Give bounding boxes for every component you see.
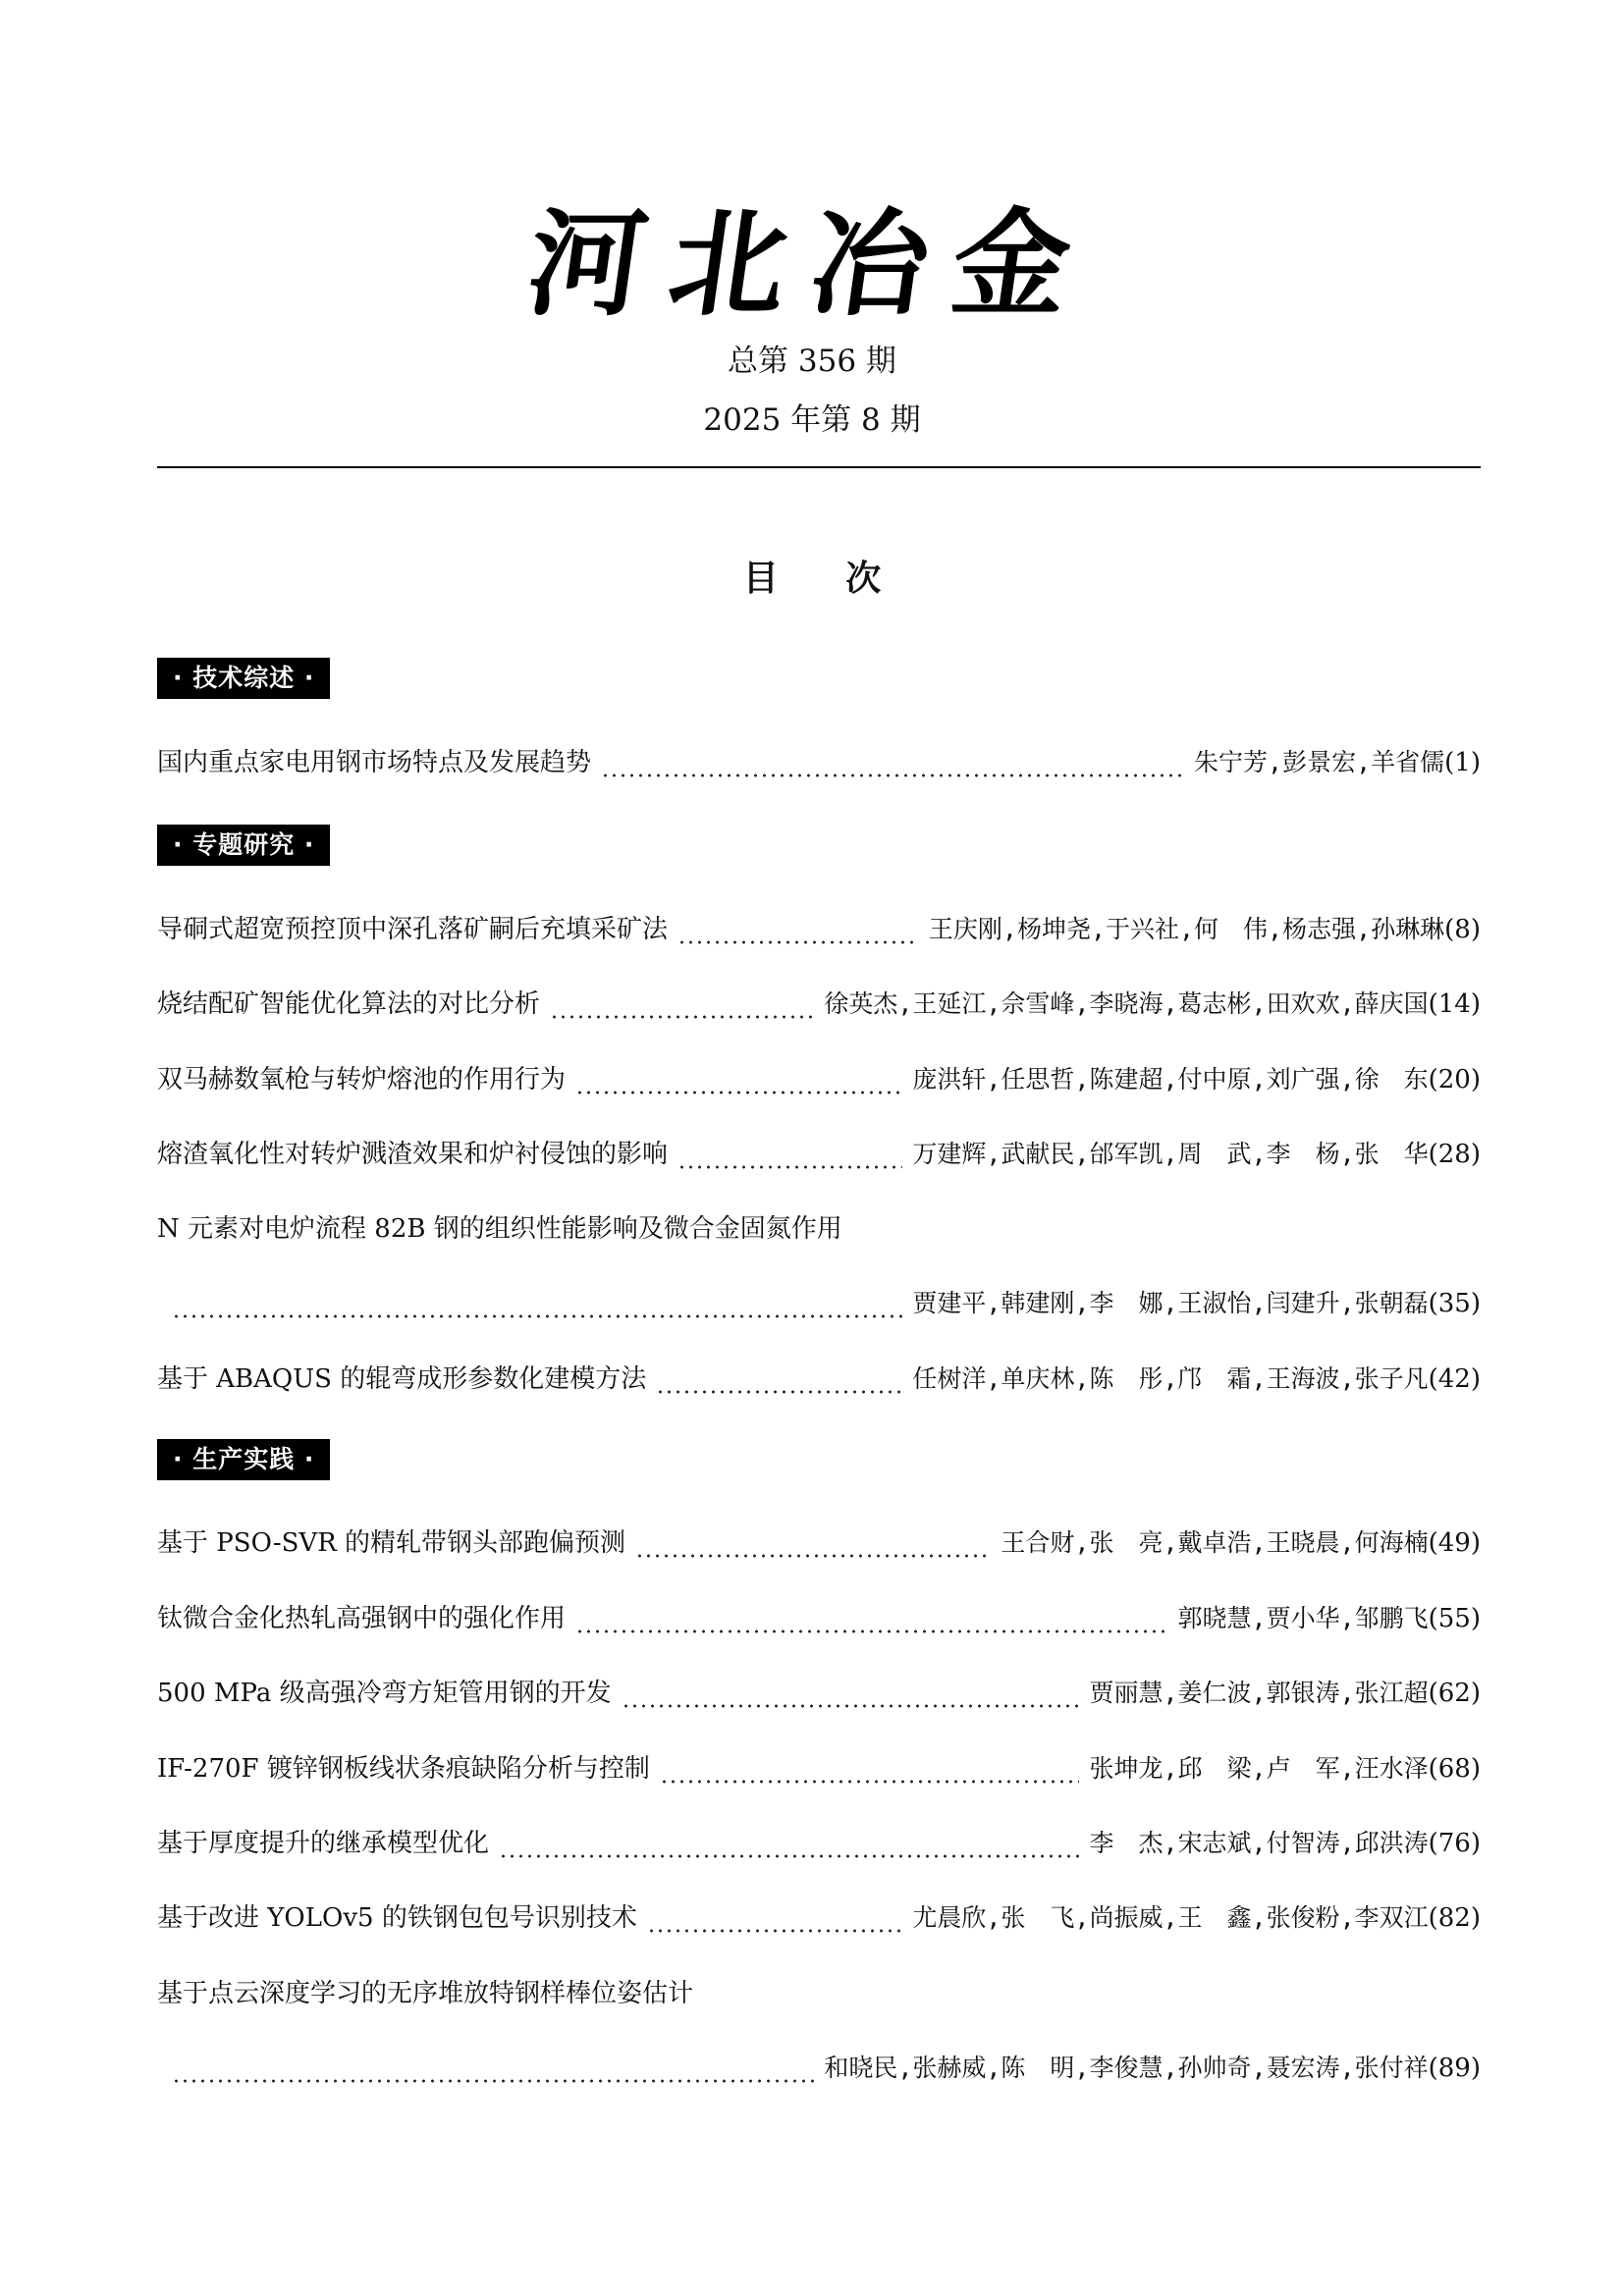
section-label-review: · 技术综述 ·: [157, 658, 330, 699]
toc-entry[interactable]: [157, 1058, 1481, 1101]
entry-authors: 和晓民,张赫威,陈 明,李俊慧,孙帅奇,聂宏涛,张付祥: [824, 2054, 1429, 2082]
entry-title: 基于 PSO-SVR 的精轧带钢头部跑偏预测: [157, 1528, 626, 1558]
dot-leader: [172, 2047, 814, 2090]
entry-page: (28): [1428, 1140, 1481, 1169]
toc-entry[interactable]: [157, 1597, 1481, 1640]
toc-entry[interactable]: [157, 908, 1481, 951]
header-rule: [157, 466, 1481, 468]
entry-title: 烧结配矿智能优化算法的对比分析: [157, 989, 541, 1019]
entry-title: 熔渣氧化性对转炉溅渣效果和炉衬侵蚀的影响: [157, 1140, 669, 1169]
toc-entry-title-line[interactable]: 基于点云深度学习的无序堆放特钢样棒位姿估计: [157, 1979, 694, 2008]
entry-title: IF-270F 镀锌钢板线状条痕缺陷分析与控制: [157, 1754, 650, 1784]
dot-leader: [499, 1822, 1079, 1865]
entry-authors: 李 杰,宋志斌,付智涛,邱洪涛: [1089, 1829, 1429, 1857]
toc-entry[interactable]: [157, 1522, 1481, 1565]
entry-page: (55): [1428, 1604, 1481, 1633]
entry-page: (76): [1428, 1829, 1481, 1858]
entry-title: 导硐式超宽预控顶中深孔落矿嗣后充填采矿法: [157, 915, 669, 944]
entry-authors: 庞洪轩,任思哲,陈建超,付中原,刘广强,徐 东: [912, 1065, 1429, 1094]
entry-authors: 王合财,张 亮,戴卓浩,王晓晨,何海楠: [1001, 1528, 1429, 1557]
entry-authors: 郭晓慧,贾小华,邹鹏飞: [1177, 1604, 1429, 1632]
entry-title: 基于 ABAQUS 的辊弯成形参数化建模方法: [157, 1364, 647, 1394]
entry-page: (42): [1428, 1364, 1481, 1394]
entry-authors: 万建辉,武献民,邰军凯,周 武,李 杨,张 华: [912, 1140, 1429, 1168]
entry-page: (20): [1428, 1065, 1481, 1095]
entry-authors: 任树洋,单庆林,陈 彤,邝 霜,王海波,张子凡: [912, 1364, 1429, 1393]
entry-page: (1): [1444, 748, 1481, 777]
entry-title: 双马赫数氧枪与转炉熔池的作用行为: [157, 1065, 567, 1095]
dot-leader: [172, 1282, 902, 1325]
dot-leader: [660, 1747, 1080, 1790]
toc-entry[interactable]: [157, 1133, 1481, 1176]
section-label-practice: · 生产实践 ·: [157, 1439, 330, 1480]
toc-entry[interactable]: [157, 983, 1481, 1026]
entry-authors: 贾建平,韩建刚,李 娜,王淑怡,闫建升,张朝磊: [912, 1289, 1429, 1317]
dot-leader: [656, 1358, 902, 1401]
entry-page: (49): [1428, 1528, 1481, 1558]
dot-leader: [635, 1522, 991, 1565]
entry-title: 国内重点家电用钢市场特点及发展趋势: [157, 748, 592, 777]
journal-title: 河北冶金: [519, 195, 1105, 332]
total-issue-number: 总第 356 期: [728, 344, 896, 379]
entry-title: 基于改进 YOLOv5 的铁钢包包号识别技术: [157, 1903, 637, 1933]
entry-authors: 贾丽慧,姜仁波,郭银涛,张江超: [1089, 1679, 1429, 1707]
entry-authors: 徐英杰,王延江,佘雪峰,李晓海,葛志彬,田欢欢,薛庆国: [824, 989, 1429, 1018]
entry-authors: 尤晨欣,张 飞,尚振威,王 鑫,张俊粉,李双江: [912, 1903, 1429, 1932]
entry-page: (8): [1444, 915, 1481, 944]
toc-entry-title-line[interactable]: N 元素对电炉流程 82B 钢的组织性能影响及微合金固氮作用: [157, 1214, 842, 1244]
entry-page: (82): [1428, 1903, 1481, 1933]
issue-number: 2025 年第 8 期: [703, 402, 921, 438]
entry-page: (62): [1428, 1679, 1481, 1708]
toc-entry[interactable]: [157, 741, 1481, 784]
entry-authors: 朱宁芳,彭景宏,羊省儒: [1194, 748, 1445, 776]
entry-page: (14): [1428, 989, 1481, 1019]
entry-page: (68): [1428, 1754, 1481, 1784]
toc-entry[interactable]: [157, 1747, 1481, 1790]
entry-page: (89): [1428, 2054, 1481, 2083]
dot-leader: [550, 983, 814, 1026]
entry-page: (35): [1428, 1289, 1481, 1318]
section-label-research: · 专题研究 ·: [157, 825, 330, 866]
dot-leader: [622, 1672, 1080, 1715]
entry-title: 500 MPa 级高强冷弯方矩管用钢的开发: [157, 1679, 612, 1708]
toc-entry-continuation[interactable]: [172, 2047, 1481, 2090]
toc-entry[interactable]: [157, 1672, 1481, 1715]
entry-authors: 王庆刚,杨坤尧,于兴社,何 伟,杨志强,孙琳琳: [928, 915, 1445, 943]
entry-authors: 张坤龙,邱 梁,卢 军,汪水泽: [1089, 1754, 1429, 1783]
toc-entry[interactable]: [157, 1822, 1481, 1865]
entry-title: 基于厚度提升的继承模型优化: [157, 1829, 490, 1858]
dot-leader: [677, 1133, 902, 1176]
dot-leader: [601, 741, 1184, 784]
dot-leader: [647, 1896, 903, 1940]
dot-leader: [575, 1058, 902, 1101]
entry-title: 钛微合金化热轧高强钢中的强化作用: [157, 1604, 567, 1633]
toc-entry[interactable]: [157, 1358, 1481, 1401]
dot-leader: [677, 908, 919, 951]
dot-leader: [575, 1597, 1168, 1640]
toc-entry-continuation[interactable]: [172, 1282, 1481, 1325]
toc-title: 目 次: [742, 559, 882, 599]
toc-entry[interactable]: [157, 1896, 1481, 1940]
